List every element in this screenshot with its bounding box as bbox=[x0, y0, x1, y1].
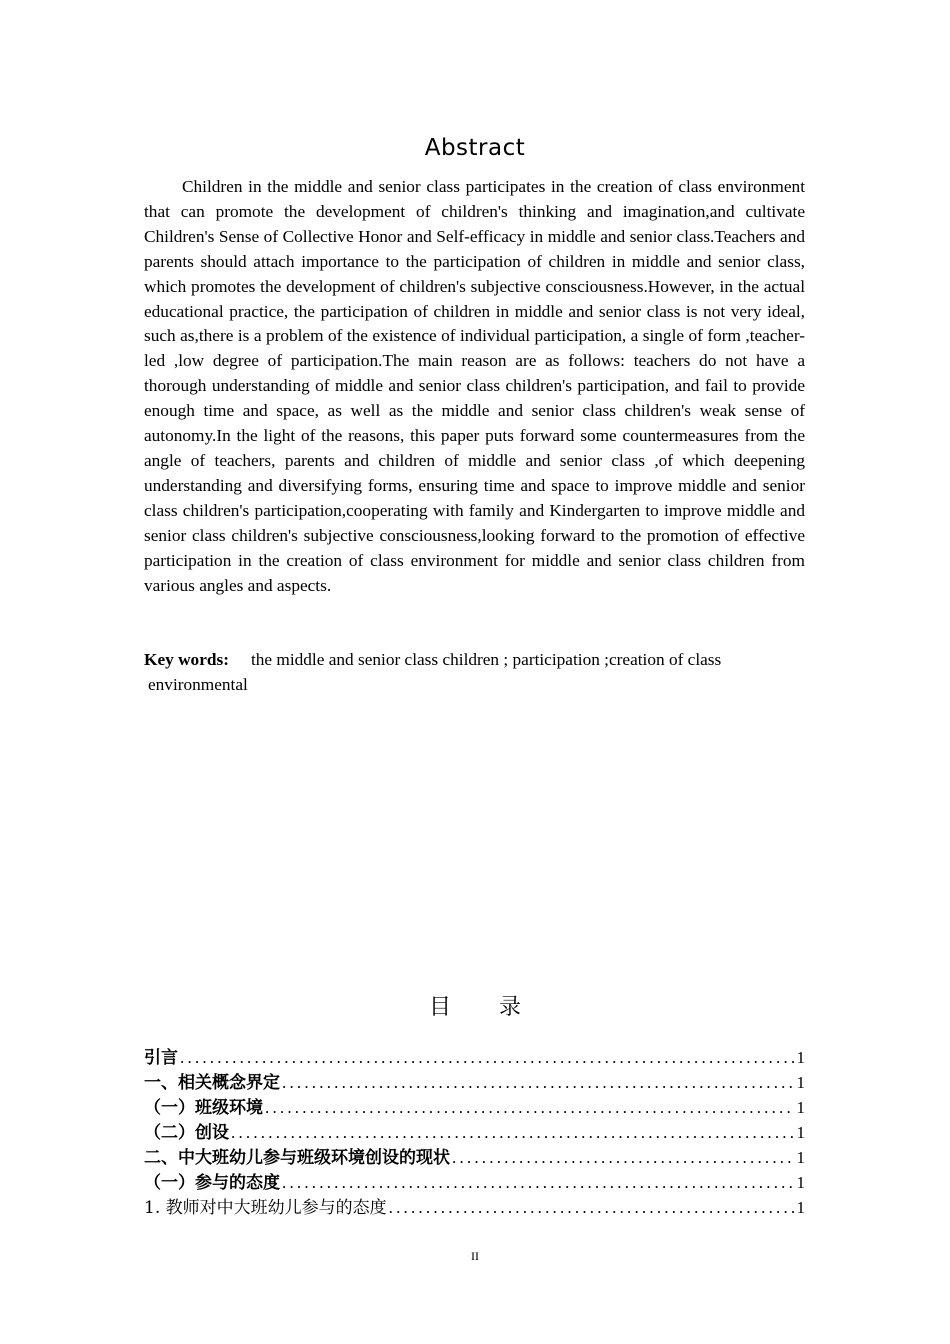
abstract-title: Abstract bbox=[424, 135, 526, 161]
toc-entry-text: 1. 教师对中大班幼儿参与的态度 bbox=[144, 1198, 387, 1218]
toc-entry-text: （二）创设 bbox=[144, 1123, 229, 1143]
toc-entry-page: 1 bbox=[796, 1148, 805, 1167]
toc-entry-page: 1 bbox=[796, 1098, 805, 1117]
keywords-line-1: the middle and senior class children ; participation ;creation of class bbox=[250, 650, 722, 669]
toc-leader-dots bbox=[231, 1120, 795, 1145]
keywords-label: Key words: bbox=[144, 650, 229, 669]
toc-entry-page: 1 bbox=[796, 1048, 805, 1067]
toc-entry[interactable] bbox=[144, 1195, 805, 1220]
toc-leader-dots bbox=[389, 1195, 795, 1220]
toc-entry-text: 一、相关概念界定 bbox=[144, 1073, 280, 1093]
toc-entry-page: 1 bbox=[796, 1123, 805, 1142]
keywords-line-2: environmental bbox=[148, 674, 248, 694]
toc-entry[interactable] bbox=[144, 1045, 805, 1070]
toc-entry-text: 二、中大班幼儿参与班级环境创设的现状 bbox=[144, 1148, 450, 1168]
toc-entry-page: 1 bbox=[796, 1198, 805, 1217]
toc-entry[interactable] bbox=[144, 1070, 805, 1095]
toc-leader-dots bbox=[282, 1070, 795, 1095]
abstract-body: Children in the middle and senior class participates in the creation of class environment that can promote the development of children's thinking and imagination,and cultivate Children's Sense of Collective Honor and Self-efficacy in middle and senior class.Teachers and parents should attach importance to the participation of children in middle and senior class, which promotes the development of children's subjective consciousness.However, in the actual educational practice, the participation of children in middle and senior class is not very ideal, such as,there is a problem of the existence of individual participation, a single of form ,teacher-led ,low degree of participation.The main reason are as follows: teachers do not have a thorough understanding of middle and senior class children's participation, and fail to provide enough time and space, as well as the middle and senior class children's weak sense of autonomy.In the light of the reasons, this paper puts forward some countermeasures from the angle of teachers, parents and children of middle and senior class ,of which deepening understanding and diversifying forms, ensuring time and space to improve middle and senior class children's participation,cooperating with family and Kindergarten to improve middle and senior class children's subjective consciousness,looking forward to the promotion of effective participation in the creation of class environment for middle and senior class children from various angles and aspects. bbox=[144, 177, 805, 595]
table-of-contents bbox=[144, 1045, 805, 1220]
toc-leader-dots bbox=[180, 1045, 795, 1070]
toc-entry-page: 1 bbox=[796, 1173, 805, 1192]
toc-title bbox=[0, 990, 950, 1021]
toc-entry-text: （一）参与的态度 bbox=[144, 1173, 280, 1193]
toc-entry[interactable] bbox=[144, 1120, 805, 1145]
toc-title-char-2: 录 bbox=[499, 995, 522, 1020]
toc-entry[interactable] bbox=[144, 1145, 805, 1170]
keywords bbox=[144, 648, 805, 698]
toc-leader-dots bbox=[265, 1095, 795, 1120]
toc-entry-page: 1 bbox=[796, 1073, 805, 1092]
toc-title-char-1: 目 bbox=[428, 995, 451, 1020]
page-number: II bbox=[471, 1249, 479, 1263]
toc-entry[interactable] bbox=[144, 1095, 805, 1120]
toc-entry-text: （一）班级环境 bbox=[144, 1098, 263, 1118]
toc-leader-dots bbox=[452, 1145, 795, 1170]
toc-entry-text: 引言 bbox=[144, 1048, 178, 1068]
toc-leader-dots bbox=[282, 1170, 795, 1195]
toc-entry[interactable] bbox=[144, 1170, 805, 1195]
